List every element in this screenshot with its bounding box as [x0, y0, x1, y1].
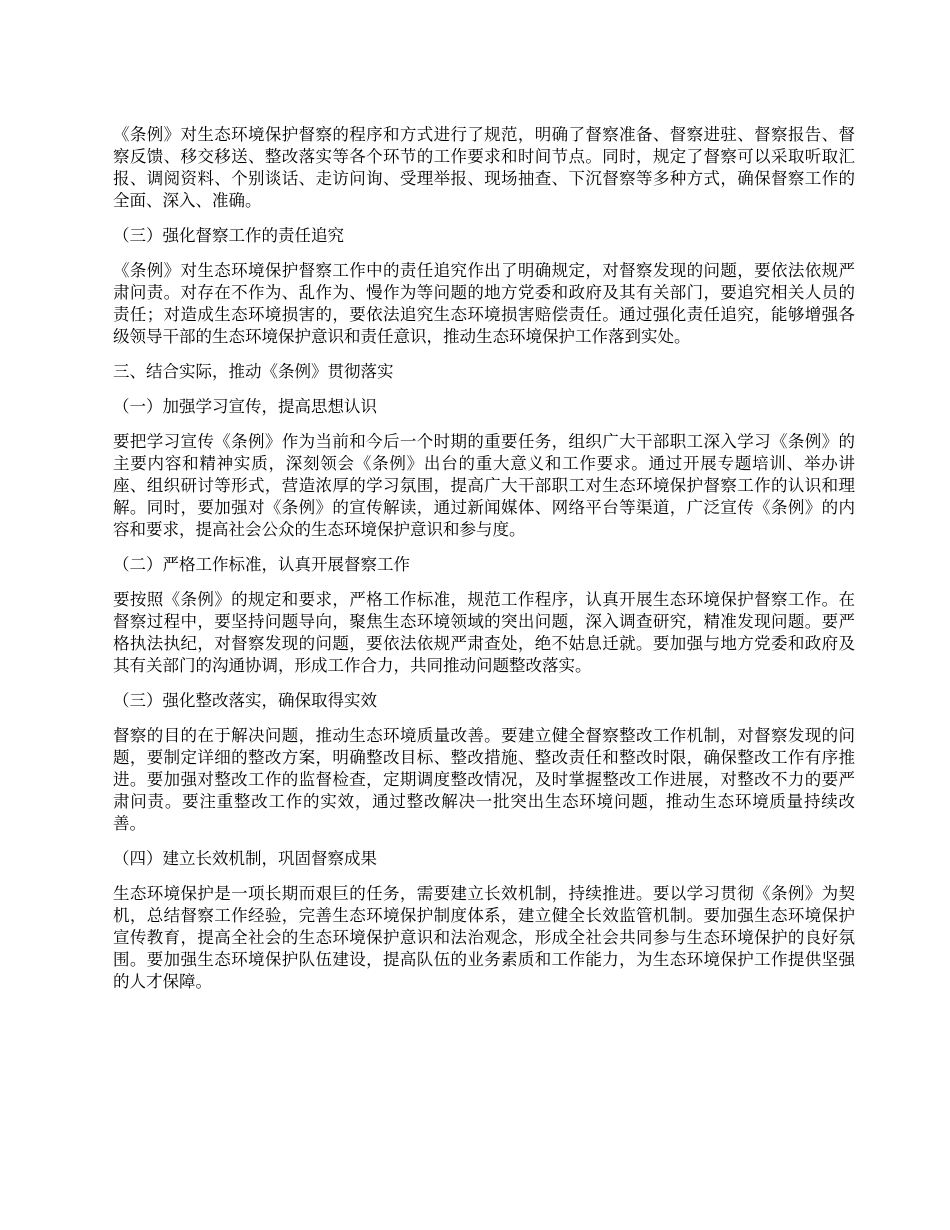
paragraph-long-term-mechanism: 生态环境保护是一项长期而艰巨的任务，需要建立长效机制，持续推进。要以学习贯彻《条例》为契机，总结督察工作经验，完善生态环境保护制度体系，建立健全长效监管机制。要加强生态环境保护宣传教育，提高全社会的生态环境保护意识和法治观念，形成全社会共同参与生态环境保护的良好氛围。要加强生态环境保护队伍建设，提高队伍的业务素质和工作能力，为生态环境保护工作提供坚强的人才保障。 — [113, 884, 855, 991]
heading-long-term-mechanism: （四）建立长效机制，巩固督察成果 — [113, 849, 377, 868]
heading-rectification: （三）强化整改落实，确保取得实效 — [113, 691, 377, 710]
heading-accountability: （三）强化督察工作的责任追究 — [113, 226, 344, 245]
paragraph-work-standards: 要按照《条例》的规定和要求，严格工作标准，规范工作程序，认真开展生态环境保护督察工作。在督察过程中，要坚持问题导向，聚焦生态环境领域的突出问题，深入调查研究，精准发现问题。要严格执法执纪，对督察发现的问题，要依法依规严肃查处，绝不姑息迁就。要加强与地方党委和政府及其有关部门的沟通协调，形成工作合力，共同推动问题整改落实。 — [113, 590, 855, 675]
document-body — [113, 124, 855, 1006]
paragraph-rectification: 督察的目的在于解决问题，推动生态环境质量改善。要建立健全督察整改工作机制，对督察发现的问题，要制定详细的整改方案，明确整改目标、整改措施、整改责任和整改时限，确保整改工作有序推进。要加强对整改工作的监督检查，定期调度整改情况，及时掌握整改工作进展，对整改不力的要严肃问责。要注重整改工作的实效，通过整改解决一批突出生态环境问题，推动生态环境质量持续改善。 — [113, 726, 855, 833]
paragraph-supervision-procedures: 《条例》对生态环境保护督察的程序和方式进行了规范，明确了督察准备、督察进驻、督察报告、督察反馈、移交移送、整改落实等各个环节的工作要求和时间节点。同时，规定了督察可以采取听取汇报、调阅资料、个别谈话、走访问询、受理举报、现场抽查、下沉督察等多种方式，确保督察工作的全面、深入、准确。 — [113, 125, 855, 210]
heading-study-publicity: （一）加强学习宣传，提高思想认识 — [113, 397, 377, 416]
paragraph-accountability: 《条例》对生态环境保护督察工作中的责任追究作出了明确规定，对督察发现的问题，要依法依规严肃问责。对存在不作为、乱作为、慢作为等问题的地方党委和政府及其有关部门，要追究相关人员的责任；对造成生态环境损害的，要依法追究生态环境损害赔偿责任。通过强化责任追究，能够增强各级领导干部的生态环境保护意识和责任意识，推动生态环境保护工作落到实处。 — [113, 261, 855, 346]
heading-work-standards: （二）严格工作标准，认真开展督察工作 — [113, 555, 410, 574]
paragraph-study-publicity: 要把学习宣传《条例》作为当前和今后一个时期的重要任务，组织广大干部职工深入学习《条例》的主要内容和精神实质，深刻领会《条例》出台的重大意义和工作要求。通过开展专题培训、举办讲座、组织研讨等形式，营造浓厚的学习氛围，提高广大干部职工对生态环境保护督察工作的认识和理解。同时，要加强对《条例》的宣传解读，通过新闻媒体、网络平台等渠道，广泛宣传《条例》的内容和要求，提高社会公众的生态环境保护意识和参与度。 — [113, 432, 855, 539]
section-heading-implementation: 三、结合实际，推动《条例》贯彻落实 — [113, 362, 394, 381]
